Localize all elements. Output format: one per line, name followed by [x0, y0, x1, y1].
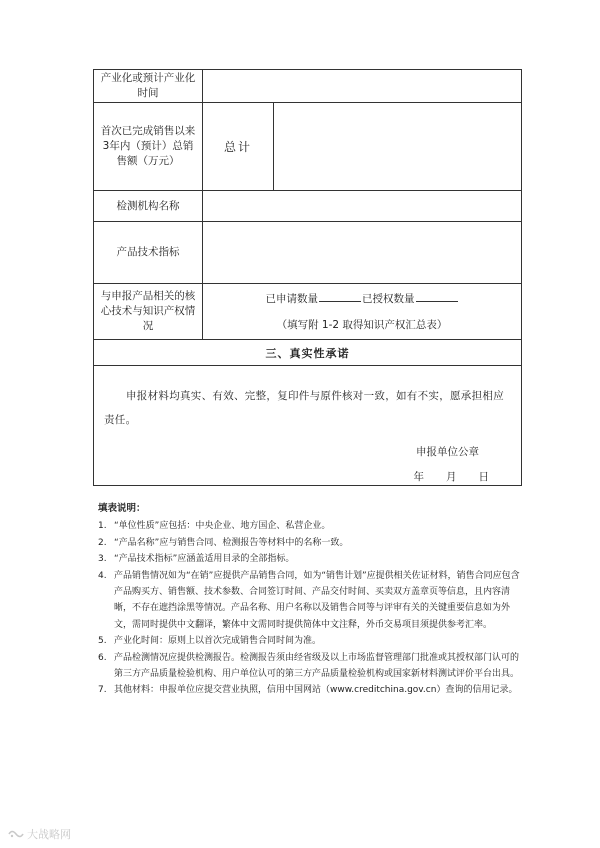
instruction-number: 6.: [98, 652, 107, 663]
instruction-item: [98, 551, 526, 567]
row-industrialization-time: [94, 70, 522, 103]
application-form-table: [93, 69, 522, 486]
row-total-sales: [94, 103, 522, 191]
instructions-title: 填表说明：: [98, 503, 146, 514]
seal-label: 申报单位公章: [416, 446, 479, 458]
ip-field: [203, 284, 522, 340]
instruction-item: [98, 650, 526, 683]
tech-specs-label: 产品技术指标: [94, 222, 203, 284]
instruction-item: [98, 568, 526, 634]
watermark: [8, 826, 71, 842]
instruction-text: “产品技术指标”应涵盖适用目录的全部指标。: [114, 554, 295, 565]
testing-org-field[interactable]: [203, 191, 522, 222]
instruction-text: 产业化时间：原则上以首次完成销售合同时间为准。: [114, 636, 322, 647]
signature-date: [392, 469, 490, 484]
row-tech-specs: [94, 222, 522, 284]
total-sales-label: 首次已完成销售以来3年内（预计）总销售额（万元）: [94, 103, 203, 191]
ip-note: （填写附 1-2 取得知识产权汇总表）: [276, 318, 448, 331]
row-section3-header: [94, 340, 522, 366]
instruction-text: 其他材料：申报单位应提交营业执照，信用中国网站（www.creditchina.gov.cn）查询的信用记录。: [114, 685, 518, 696]
industrialization-time-label: 产业化或预计产业化时间: [94, 70, 203, 103]
instruction-item: [98, 518, 526, 534]
instruction-item: [98, 682, 526, 698]
instruction-text: “产品名称”应与销售合同、检测报告等材料中的名称一致。: [114, 537, 349, 548]
instruction-text: “单位性质”应包括：中央企业、地方国企、私营企业。: [114, 521, 331, 532]
watermark-text: 大战略网: [27, 828, 71, 841]
ip-applied-label: 已申请数量: [265, 292, 318, 305]
ip-label: 与申报产品相关的核心技术与知识产权情况: [94, 284, 203, 340]
total-sales-field[interactable]: [274, 103, 522, 191]
pledge-cell: [94, 366, 522, 486]
pledge-text: 申报材料均真实、有效、完整，复印件与原件核对一致，如有不实，愿承担相应责任。: [104, 390, 504, 426]
total-sales-subtotal-label: 总计: [203, 103, 274, 191]
instructions: [98, 501, 526, 699]
row-pledge: [94, 366, 522, 486]
date-year: 年: [413, 471, 424, 483]
instruction-item: [98, 535, 526, 551]
section3-title: 三、真实性承诺: [94, 340, 522, 366]
instruction-number: 4.: [98, 570, 107, 581]
testing-org-label: 检测机构名称: [94, 191, 203, 222]
instruction-number: 7.: [98, 685, 107, 696]
watermark-logo-icon: [8, 828, 24, 840]
instruction-number: 5.: [98, 636, 107, 647]
instruction-item: [98, 633, 526, 649]
ip-granted-blank[interactable]: [416, 290, 458, 302]
industrialization-time-field[interactable]: [203, 70, 522, 103]
row-testing-org: [94, 191, 522, 222]
ip-applied-blank[interactable]: [319, 290, 361, 302]
instruction-number: 1.: [98, 521, 107, 532]
instruction-number: 3.: [98, 554, 107, 565]
ip-count-line: [203, 290, 521, 308]
instruction-text: 产品销售情况如为“在销”应提供产品销售合同，如为“销售计划”应提供相关佐证材料，销售合同应包含产品购买方、销售额、技术参数、合同签订时间、产品交付时间、买卖双方盖章页等信息，且内容清晰，不存在遮挡涂黑等情况。产品名称、用户名称以及销售合同等与评审有关的关键重要信息如为外文，需同时提供中文翻译，繁体中文需同时提供简体中文注释，外币交易项目须提供参考汇率。: [114, 570, 520, 630]
tech-specs-field[interactable]: [203, 222, 522, 284]
instruction-number: 2.: [98, 537, 107, 548]
row-ip: [94, 284, 522, 340]
date-month: 月: [446, 471, 457, 483]
instruction-text: 产品检测情况应提供检测报告。检测报告须由经省级及以上市场监督管理部门批准或其授权部门认可的第三方产品质量检验机构、用户单位认可的第三方产品质量检验机构或国家新材料测试评价平台出具。: [114, 652, 520, 680]
date-day: 日: [478, 471, 489, 483]
ip-granted-label: 已授权数量: [362, 292, 415, 305]
